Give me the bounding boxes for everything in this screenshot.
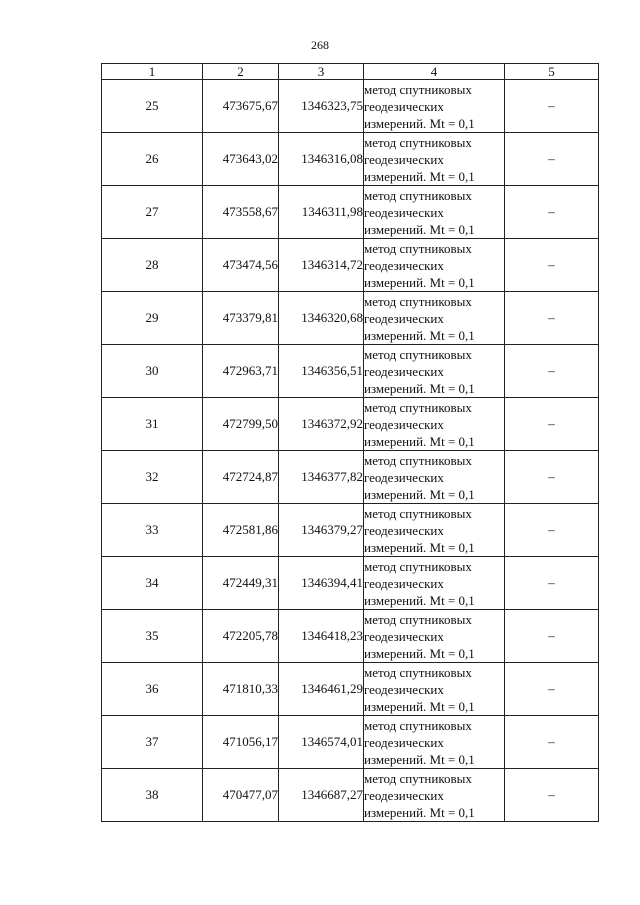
table-row xyxy=(102,239,599,292)
table-row xyxy=(102,451,599,504)
table-row xyxy=(102,133,599,186)
note-cell: – xyxy=(505,451,599,504)
method-line-1: метод спутниковых xyxy=(364,187,472,203)
coordinate-y: 1346311,98 xyxy=(279,186,364,239)
point-number: 31 xyxy=(102,398,203,451)
method-line-2: геодезических xyxy=(364,787,444,803)
coordinate-x: 472963,71 xyxy=(203,345,279,398)
method-description xyxy=(364,663,505,716)
point-number: 27 xyxy=(102,186,203,239)
method-line-2: геодезических xyxy=(364,257,444,273)
method-line-1: метод спутниковых xyxy=(364,452,472,468)
method-line-2: геодезических xyxy=(364,681,444,697)
method-line-1: метод спутниковых xyxy=(364,664,472,680)
column-header-5: 5 xyxy=(505,64,599,80)
method-description xyxy=(364,769,505,822)
point-number: 36 xyxy=(102,663,203,716)
coordinate-y: 1346372,92 xyxy=(279,398,364,451)
method-line-3: измерений. Mt = 0,1 xyxy=(364,115,475,131)
point-number: 28 xyxy=(102,239,203,292)
coordinate-x: 472799,50 xyxy=(203,398,279,451)
point-number: 33 xyxy=(102,504,203,557)
note-cell: – xyxy=(505,186,599,239)
coordinate-y: 1346314,72 xyxy=(279,239,364,292)
coordinate-x: 473675,67 xyxy=(203,80,279,133)
method-line-1: метод спутниковых xyxy=(364,770,472,786)
method-description xyxy=(364,133,505,186)
table-row xyxy=(102,769,599,822)
method-description xyxy=(364,345,505,398)
coordinate-y: 1346687,27 xyxy=(279,769,364,822)
coordinate-x: 472205,78 xyxy=(203,610,279,663)
method-line-2: геодезических xyxy=(364,628,444,644)
table-row xyxy=(102,186,599,239)
point-number: 35 xyxy=(102,610,203,663)
method-line-3: измерений. Mt = 0,1 xyxy=(364,592,475,608)
method-line-1: метод спутниковых xyxy=(364,293,472,309)
method-line-3: измерений. Mt = 0,1 xyxy=(364,698,475,714)
coordinate-x: 471810,33 xyxy=(203,663,279,716)
method-line-2: геодезических xyxy=(364,416,444,432)
method-line-1: метод спутниковых xyxy=(364,717,472,733)
table-header xyxy=(102,64,599,80)
method-line-3: измерений. Mt = 0,1 xyxy=(364,221,475,237)
method-line-2: геодезических xyxy=(364,204,444,220)
method-line-3: измерений. Mt = 0,1 xyxy=(364,751,475,767)
point-number: 26 xyxy=(102,133,203,186)
column-header-1: 1 xyxy=(102,64,203,80)
note-cell: – xyxy=(505,398,599,451)
method-line-3: измерений. Mt = 0,1 xyxy=(364,645,475,661)
method-line-1: метод спутниковых xyxy=(364,240,472,256)
note-cell: – xyxy=(505,292,599,345)
note-cell: – xyxy=(505,239,599,292)
table-row xyxy=(102,292,599,345)
method-line-2: геодезических xyxy=(364,363,444,379)
note-cell: – xyxy=(505,610,599,663)
method-line-1: метод спутниковых xyxy=(364,346,472,362)
note-cell: – xyxy=(505,663,599,716)
method-line-2: геодезических xyxy=(364,575,444,591)
point-number: 29 xyxy=(102,292,203,345)
point-number: 25 xyxy=(102,80,203,133)
note-cell: – xyxy=(505,716,599,769)
point-number: 37 xyxy=(102,716,203,769)
method-line-3: измерений. Mt = 0,1 xyxy=(364,539,475,555)
coordinate-x: 472581,86 xyxy=(203,504,279,557)
method-description xyxy=(364,504,505,557)
coordinate-y: 1346574,01 xyxy=(279,716,364,769)
coordinate-y: 1346461,29 xyxy=(279,663,364,716)
table-row xyxy=(102,716,599,769)
method-line-1: метод спутниковых xyxy=(364,505,472,521)
method-line-3: измерений. Mt = 0,1 xyxy=(364,486,475,502)
table-row xyxy=(102,345,599,398)
coordinate-y: 1346316,08 xyxy=(279,133,364,186)
table-row xyxy=(102,398,599,451)
method-line-2: геодезических xyxy=(364,98,444,114)
header-row xyxy=(102,64,599,80)
coordinate-x: 473643,02 xyxy=(203,133,279,186)
note-cell: – xyxy=(505,557,599,610)
table-row xyxy=(102,557,599,610)
method-description xyxy=(364,80,505,133)
table-row xyxy=(102,80,599,133)
coordinate-y: 1346394,41 xyxy=(279,557,364,610)
coordinate-x: 473379,81 xyxy=(203,292,279,345)
note-cell: – xyxy=(505,504,599,557)
table-row xyxy=(102,610,599,663)
coordinate-x: 472724,87 xyxy=(203,451,279,504)
column-header-4: 4 xyxy=(364,64,505,80)
method-description xyxy=(364,398,505,451)
note-cell: – xyxy=(505,345,599,398)
table-row xyxy=(102,504,599,557)
method-description xyxy=(364,610,505,663)
coordinate-y: 1346320,68 xyxy=(279,292,364,345)
method-line-1: метод спутниковых xyxy=(364,134,472,150)
method-line-1: метод спутниковых xyxy=(364,558,472,574)
coordinate-y: 1346377,82 xyxy=(279,451,364,504)
point-number: 32 xyxy=(102,451,203,504)
method-description xyxy=(364,716,505,769)
method-line-2: геодезических xyxy=(364,310,444,326)
method-line-2: геодезических xyxy=(364,734,444,750)
table-row xyxy=(102,663,599,716)
coordinate-y: 1346418,23 xyxy=(279,610,364,663)
coordinate-x: 470477,07 xyxy=(203,769,279,822)
coordinate-x: 473558,67 xyxy=(203,186,279,239)
note-cell: – xyxy=(505,769,599,822)
method-description xyxy=(364,239,505,292)
method-line-3: измерений. Mt = 0,1 xyxy=(364,168,475,184)
note-cell: – xyxy=(505,80,599,133)
coordinate-x: 471056,17 xyxy=(203,716,279,769)
coordinates-table xyxy=(101,63,599,822)
method-description xyxy=(364,186,505,239)
column-header-3: 3 xyxy=(279,64,364,80)
coordinate-x: 473474,56 xyxy=(203,239,279,292)
page-number: 268 xyxy=(311,38,329,52)
coordinate-y: 1346379,27 xyxy=(279,504,364,557)
method-line-2: геодезических xyxy=(364,469,444,485)
coordinate-x: 472449,31 xyxy=(203,557,279,610)
point-number: 30 xyxy=(102,345,203,398)
method-line-3: измерений. Mt = 0,1 xyxy=(364,274,475,290)
method-line-3: измерений. Mt = 0,1 xyxy=(364,327,475,343)
method-line-2: геодезических xyxy=(364,522,444,538)
method-description xyxy=(364,451,505,504)
method-description xyxy=(364,292,505,345)
coordinate-y: 1346356,51 xyxy=(279,345,364,398)
method-description xyxy=(364,557,505,610)
point-number: 34 xyxy=(102,557,203,610)
method-line-2: геодезических xyxy=(364,151,444,167)
method-line-1: метод спутниковых xyxy=(364,611,472,627)
method-line-1: метод спутниковых xyxy=(364,399,472,415)
method-line-3: измерений. Mt = 0,1 xyxy=(364,380,475,396)
method-line-3: измерений. Mt = 0,1 xyxy=(364,433,475,449)
column-header-2: 2 xyxy=(203,64,279,80)
point-number: 38 xyxy=(102,769,203,822)
note-cell: – xyxy=(505,133,599,186)
method-line-1: метод спутниковых xyxy=(364,81,472,97)
coordinate-y: 1346323,75 xyxy=(279,80,364,133)
method-line-3: измерений. Mt = 0,1 xyxy=(364,804,475,820)
table-body xyxy=(102,80,599,822)
